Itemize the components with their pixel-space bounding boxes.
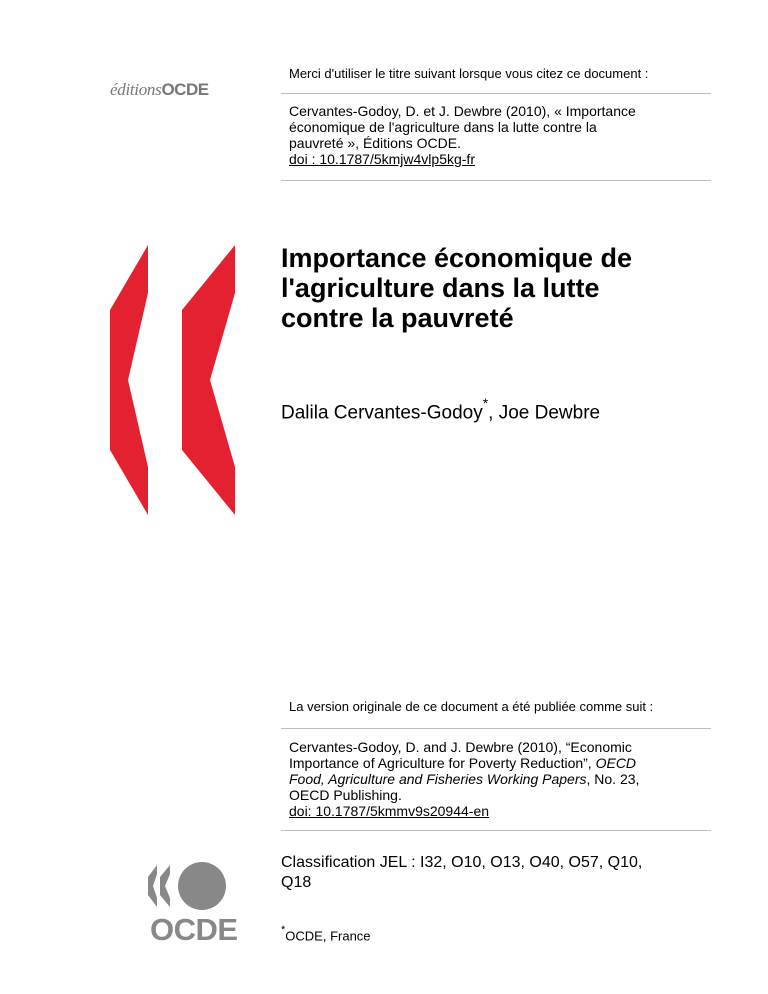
doi-link-fr[interactable]: doi : 10.1787/5kmjw4vlp5kg-fr [289,151,475,167]
chevrons-logo-icon [110,245,235,515]
footnote-text: OCDE, France [285,928,371,944]
oecd-logo-icon [148,862,233,912]
citation-en-italic: OECD [595,755,637,771]
jel-line: Classification JEL : I32, O10, O13, O40, O57, Q10, [281,854,643,871]
citation-fr-line: économique de l'agriculture dans la lutte contre la [289,119,597,135]
doi-link-en[interactable]: doi: 10.1787/5kmmv9s20944-en [289,803,490,819]
citation-en-line: Cervantes-Godoy, D. and J. Dewbre (2010), “Economic [289,739,632,755]
logo-circle-icon [178,862,226,910]
divider [281,93,711,94]
author-name: , Joe Dewbre [488,402,601,424]
citation-en [289,739,709,819]
chevron-right-icon [182,245,235,515]
citation-en-line: OECD Publishing. [289,787,402,803]
title-line: l'agriculture dans la lutte [281,273,600,303]
citation-fr-label: Merci d'utiliser le titre suivant lorsque vous citez ce document : [289,66,649,81]
logo-chevron-icon [148,865,157,907]
footnote [281,926,371,943]
authors [281,395,601,424]
logo-text-ocde: OCDE [161,80,209,99]
citation-en-line [289,755,709,771]
oecd-logo-text: OCDE [150,912,238,947]
document-title [281,243,721,333]
author-footnote-marker: * [482,395,489,411]
citation-en-text: Importance of Agriculture for Poverty Reduction”, [289,755,596,771]
citation-fr-line: pauvreté », Éditions OCDE. [289,135,461,151]
logo-text-editions: éditions [110,80,162,99]
jel-classification [281,853,711,893]
citation-en-label: La version originale de ce document a été publiée comme suit : [289,699,654,714]
citation-en-line [289,771,709,787]
divider [281,728,711,729]
footnote-marker: * [281,924,286,936]
editions-ocde-logo [110,80,209,100]
author-name: Dalila Cervantes-Godoy [281,402,483,424]
title-line: Importance économique de [281,243,633,273]
title-line: contre la pauvreté [281,303,514,333]
citation-en-text: , No. 23, [586,771,640,787]
citation-fr-line: Cervantes-Godoy, D. et J. Dewbre (2010), « Importance [289,103,636,119]
divider [281,830,711,831]
chevron-left-icon [110,245,148,515]
citation-en-italic: Food, Agriculture and Fisheries Working Papers [289,771,587,787]
logo-chevron-icon [160,865,170,907]
citation-fr [289,103,709,167]
divider [281,180,711,181]
jel-line: Q18 [281,874,312,891]
